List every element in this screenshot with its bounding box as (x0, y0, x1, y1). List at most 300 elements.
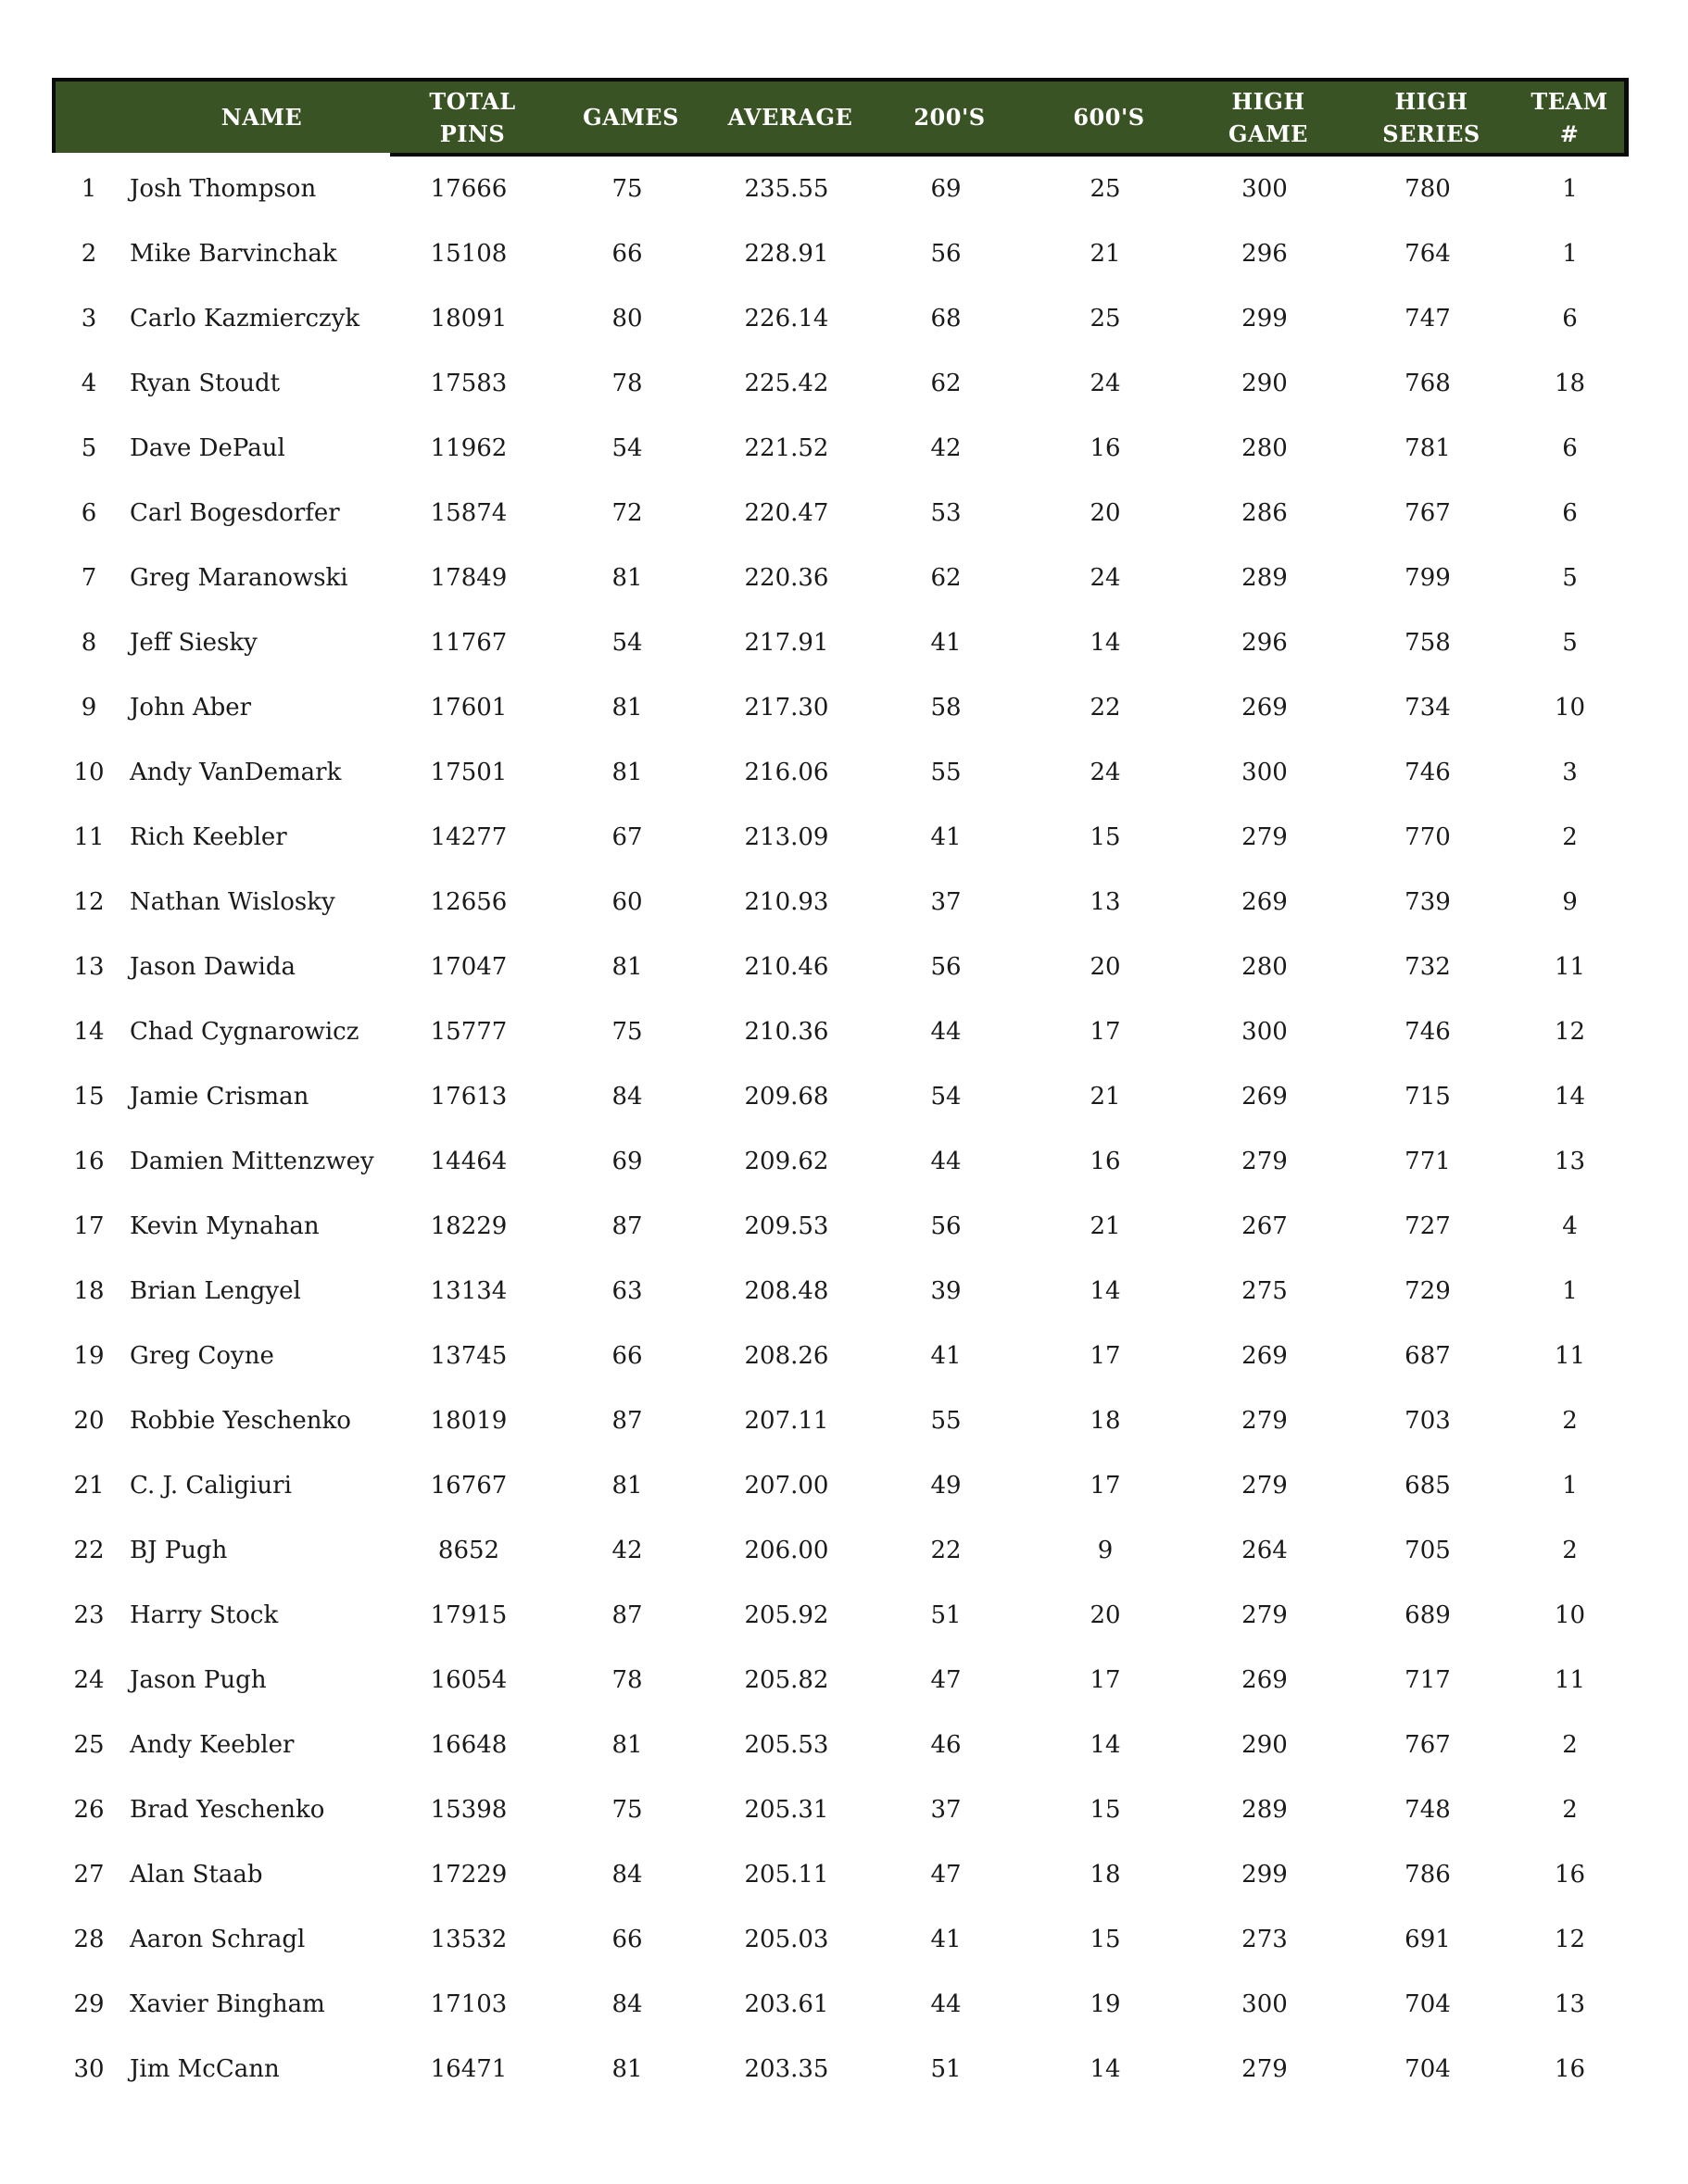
cell-high-game: 269 (1241, 1083, 1288, 1111)
header-high-game (1189, 82, 1348, 153)
cell-total-pins: 16767 (430, 1472, 508, 1500)
cell-high-game: 279 (1241, 1407, 1288, 1435)
header-name-label: NAME (220, 104, 303, 131)
cell-200s: 68 (930, 305, 962, 333)
cell-200s: 55 (930, 759, 962, 786)
cell-team-number: 16 (1554, 2055, 1586, 2083)
cell-games: 81 (611, 1731, 643, 1759)
cell-high-game: 279 (1241, 2055, 1288, 2083)
cell-total-pins: 17583 (430, 370, 508, 397)
cell-name: Jason Pugh (130, 1666, 267, 1694)
cell-name: Chad Cygnarowicz (130, 1018, 359, 1046)
cell-name: Brian Lengyel (130, 1277, 301, 1305)
cell-name: Alan Staab (130, 1861, 263, 1889)
header-200s-label: 200'S (913, 104, 986, 131)
cell-600s: 14 (1090, 629, 1121, 657)
cell-team-number: 14 (1554, 1083, 1586, 1111)
cell-200s: 56 (930, 953, 962, 981)
cell-600s: 24 (1090, 564, 1121, 592)
cell-games: 63 (611, 1277, 643, 1305)
cell-name: Jim McCann (130, 2055, 280, 2083)
cell-name: Rich Keebler (130, 823, 287, 851)
cell-average: 208.48 (744, 1277, 829, 1305)
cell-games: 42 (611, 1537, 643, 1564)
cell-team-number: 6 (1562, 434, 1578, 462)
cell-600s: 24 (1090, 759, 1121, 786)
cell-high-game: 280 (1241, 434, 1288, 462)
cell-rank: 1 (81, 175, 97, 203)
cell-name: Mike Barvinchak (130, 240, 337, 268)
cell-high-game: 279 (1241, 1148, 1288, 1175)
cell-average: 205.92 (744, 1601, 829, 1629)
cell-600s: 19 (1090, 1990, 1121, 2018)
table-row (52, 675, 1629, 740)
table-row (52, 1518, 1629, 1583)
cell-name: Jason Dawida (130, 953, 296, 981)
cell-200s: 47 (930, 1861, 962, 1889)
cell-high-series: 764 (1405, 240, 1451, 268)
cell-games: 72 (611, 499, 643, 527)
cell-average: 206.00 (744, 1537, 829, 1564)
cell-team-number: 16 (1554, 1861, 1586, 1889)
cell-high-series: 704 (1405, 1990, 1451, 2018)
cell-team-number: 3 (1562, 759, 1578, 786)
header-team-number-label: TEAM (1531, 87, 1608, 115)
cell-name: Nathan Wislosky (130, 888, 335, 916)
header-total-pins-label: PINS (439, 119, 506, 147)
cell-200s: 56 (930, 240, 962, 268)
cell-high-game: 275 (1241, 1277, 1288, 1305)
cell-200s: 51 (930, 1601, 962, 1629)
cell-rank: 17 (73, 1212, 105, 1240)
cell-games: 87 (611, 1212, 643, 1240)
cell-200s: 58 (930, 694, 962, 722)
cell-games: 81 (611, 564, 643, 592)
table-row (52, 1972, 1629, 2037)
cell-600s: 21 (1090, 1083, 1121, 1111)
cell-total-pins: 18019 (430, 1407, 508, 1435)
table-row (52, 1129, 1629, 1194)
cell-name: Kevin Mynahan (130, 1212, 320, 1240)
cell-rank: 20 (73, 1407, 105, 1435)
cell-high-series: 771 (1405, 1148, 1451, 1175)
cell-average: 221.52 (744, 434, 829, 462)
cell-total-pins: 17613 (430, 1083, 508, 1111)
cell-rank: 2 (81, 240, 97, 268)
cell-rank: 11 (73, 823, 105, 851)
table-row (52, 481, 1629, 546)
cell-rank: 16 (73, 1148, 105, 1175)
table-row (52, 221, 1629, 286)
header-high-series-label: HIGH (1394, 87, 1468, 115)
cell-total-pins: 17047 (430, 953, 508, 981)
cell-team-number: 2 (1562, 1537, 1578, 1564)
cell-total-pins: 17229 (430, 1861, 508, 1889)
cell-team-number: 18 (1554, 370, 1586, 397)
cell-team-number: 2 (1562, 1407, 1578, 1435)
cell-name: Josh Thompson (130, 175, 317, 203)
cell-average: 205.82 (744, 1666, 829, 1694)
table-row (52, 740, 1629, 805)
cell-high-game: 279 (1241, 823, 1288, 851)
cell-team-number: 12 (1554, 1018, 1586, 1046)
cell-average: 209.68 (744, 1083, 829, 1111)
cell-200s: 62 (930, 564, 962, 592)
cell-team-number: 6 (1562, 499, 1578, 527)
cell-team-number: 11 (1554, 953, 1586, 981)
table-row (52, 1064, 1629, 1129)
table-row (52, 286, 1629, 351)
cell-high-game: 264 (1241, 1537, 1288, 1564)
header-team-number (1515, 82, 1624, 153)
cell-rank: 6 (81, 499, 97, 527)
cell-high-game: 296 (1241, 629, 1288, 657)
cell-team-number: 6 (1562, 305, 1578, 333)
cell-team-number: 2 (1562, 1796, 1578, 1824)
cell-total-pins: 16054 (430, 1666, 508, 1694)
cell-games: 81 (611, 1472, 643, 1500)
cell-team-number: 5 (1562, 564, 1578, 592)
header-team-number-label: # (1559, 119, 1580, 147)
cell-rank: 12 (73, 888, 105, 916)
cell-games: 78 (611, 1666, 643, 1694)
cell-high-game: 300 (1241, 1990, 1288, 2018)
cell-average: 216.06 (744, 759, 829, 786)
cell-200s: 53 (930, 499, 962, 527)
cell-name: Greg Coyne (130, 1342, 274, 1370)
cell-team-number: 1 (1562, 1472, 1578, 1500)
cell-total-pins: 15398 (430, 1796, 508, 1824)
cell-high-series: 729 (1405, 1277, 1451, 1305)
header-games (551, 82, 711, 153)
cell-team-number: 1 (1562, 1277, 1578, 1305)
cell-team-number: 1 (1562, 175, 1578, 203)
cell-average: 205.31 (744, 1796, 829, 1824)
cell-average: 235.55 (744, 175, 829, 203)
cell-games: 87 (611, 1407, 643, 1435)
cell-rank: 13 (73, 953, 105, 981)
cell-total-pins: 11767 (430, 629, 508, 657)
cell-rank: 29 (73, 1990, 105, 2018)
cell-high-series: 691 (1405, 1926, 1451, 1953)
cell-total-pins: 17666 (430, 175, 508, 203)
table-row (52, 351, 1629, 416)
table-row (52, 1777, 1629, 1842)
cell-total-pins: 17601 (430, 694, 508, 722)
cell-name: Greg Maranowski (130, 564, 348, 592)
cell-team-number: 11 (1554, 1342, 1586, 1370)
cell-name: John Aber (130, 694, 252, 722)
cell-rank: 9 (81, 694, 97, 722)
cell-rank: 28 (73, 1926, 105, 1953)
cell-high-game: 290 (1241, 1731, 1288, 1759)
cell-total-pins: 17915 (430, 1601, 508, 1629)
cell-games: 75 (611, 1018, 643, 1046)
table-row (52, 999, 1629, 1064)
cell-200s: 54 (930, 1083, 962, 1111)
header-200s (870, 82, 1029, 153)
cell-high-game: 269 (1241, 694, 1288, 722)
cell-team-number: 13 (1554, 1148, 1586, 1175)
cell-average: 203.35 (744, 2055, 829, 2083)
cell-rank: 14 (73, 1018, 105, 1046)
table-row (52, 1907, 1629, 1972)
cell-games: 81 (611, 694, 643, 722)
cell-600s: 20 (1090, 499, 1121, 527)
cell-high-game: 269 (1241, 1342, 1288, 1370)
cell-team-number: 2 (1562, 823, 1578, 851)
cell-600s: 16 (1090, 1148, 1121, 1175)
cell-average: 205.03 (744, 1926, 829, 1953)
cell-games: 81 (611, 2055, 643, 2083)
cell-high-game: 299 (1241, 1861, 1288, 1889)
cell-high-game: 300 (1241, 175, 1288, 203)
cell-total-pins: 14277 (430, 823, 508, 851)
cell-total-pins: 15108 (430, 240, 508, 268)
cell-high-series: 747 (1405, 305, 1451, 333)
cell-rank: 22 (73, 1537, 105, 1564)
cell-rank: 30 (73, 2055, 105, 2083)
cell-name: Jamie Crisman (130, 1083, 309, 1111)
cell-high-series: 768 (1405, 370, 1451, 397)
table-row (52, 1713, 1629, 1777)
table-row (52, 610, 1629, 675)
cell-high-game: 273 (1241, 1926, 1288, 1953)
cell-average: 210.93 (744, 888, 829, 916)
cell-rank: 7 (81, 564, 97, 592)
cell-games: 84 (611, 1083, 643, 1111)
cell-rank: 23 (73, 1601, 105, 1629)
cell-average: 205.11 (744, 1861, 829, 1889)
cell-600s: 17 (1090, 1342, 1121, 1370)
cell-200s: 49 (930, 1472, 962, 1500)
cell-team-number: 10 (1554, 1601, 1586, 1629)
table-row (52, 935, 1629, 999)
cell-high-game: 279 (1241, 1601, 1288, 1629)
cell-games: 78 (611, 370, 643, 397)
cell-high-game: 269 (1241, 1666, 1288, 1694)
header-high-game-label: HIGH (1231, 87, 1305, 115)
cell-total-pins: 15777 (430, 1018, 508, 1046)
cell-600s: 16 (1090, 434, 1121, 462)
cell-total-pins: 13745 (430, 1342, 508, 1370)
cell-rank: 24 (73, 1666, 105, 1694)
cell-total-pins: 17501 (430, 759, 508, 786)
table-row (52, 1194, 1629, 1259)
cell-team-number: 10 (1554, 694, 1586, 722)
cell-200s: 47 (930, 1666, 962, 1694)
cell-high-game: 290 (1241, 370, 1288, 397)
cell-team-number: 13 (1554, 1990, 1586, 2018)
cell-average: 207.11 (744, 1407, 829, 1435)
cell-600s: 15 (1090, 1926, 1121, 1953)
table-row (52, 1259, 1629, 1324)
cell-name: Aaron Schragl (130, 1926, 306, 1953)
cell-high-game: 289 (1241, 1796, 1288, 1824)
cell-games: 87 (611, 1601, 643, 1629)
cell-games: 60 (611, 888, 643, 916)
cell-rank: 21 (73, 1472, 105, 1500)
header-games-label: GAMES (583, 104, 679, 131)
cell-games: 80 (611, 305, 643, 333)
cell-high-series: 770 (1405, 823, 1451, 851)
header-total-pins (394, 82, 551, 153)
cell-team-number: 9 (1562, 888, 1578, 916)
header-average-label: AVERAGE (727, 104, 853, 131)
header-average (711, 82, 870, 153)
cell-games: 67 (611, 823, 643, 851)
cell-600s: 9 (1097, 1537, 1114, 1564)
cell-high-game: 269 (1241, 888, 1288, 916)
cell-name: Xavier Bingham (130, 1990, 325, 2018)
cell-average: 208.26 (744, 1342, 829, 1370)
cell-high-series: 799 (1405, 564, 1451, 592)
cell-games: 75 (611, 1796, 643, 1824)
header-high-game-label: GAME (1228, 119, 1308, 147)
cell-600s: 25 (1090, 175, 1121, 203)
cell-high-series: 732 (1405, 953, 1451, 981)
cell-high-series: 715 (1405, 1083, 1451, 1111)
cell-high-series: 687 (1405, 1342, 1451, 1370)
cell-team-number: 5 (1562, 629, 1578, 657)
table-row (52, 546, 1629, 610)
cell-600s: 18 (1090, 1407, 1121, 1435)
cell-200s: 44 (930, 1148, 962, 1175)
cell-name: Jeff Siesky (130, 629, 258, 657)
cell-600s: 20 (1090, 1601, 1121, 1629)
cell-200s: 51 (930, 2055, 962, 2083)
cell-name: C. J. Caligiuri (130, 1472, 292, 1500)
table-row (52, 1324, 1629, 1388)
cell-high-series: 685 (1405, 1472, 1451, 1500)
cell-high-series: 746 (1405, 1018, 1451, 1046)
header-high-series (1348, 82, 1515, 153)
cell-high-series: 717 (1405, 1666, 1451, 1694)
cell-rank: 18 (73, 1277, 105, 1305)
cell-rank: 19 (73, 1342, 105, 1370)
cell-games: 84 (611, 1990, 643, 2018)
header-rank (56, 82, 130, 153)
cell-600s: 14 (1090, 1277, 1121, 1305)
cell-200s: 41 (930, 629, 962, 657)
table-row (52, 1453, 1629, 1518)
table-row (52, 2037, 1629, 2102)
table-row (52, 1388, 1629, 1453)
cell-high-game: 267 (1241, 1212, 1288, 1240)
table-row (52, 416, 1629, 481)
cell-average: 225.42 (744, 370, 829, 397)
cell-rank: 5 (81, 434, 97, 462)
cell-name: Damien Mittenzwey (130, 1148, 374, 1175)
cell-200s: 69 (930, 175, 962, 203)
cell-600s: 15 (1090, 1796, 1121, 1824)
cell-high-game: 286 (1241, 499, 1288, 527)
cell-total-pins: 17849 (430, 564, 508, 592)
cell-rank: 15 (73, 1083, 105, 1111)
cell-name: Robbie Yeschenko (130, 1407, 351, 1435)
header-total-pins-label: TOTAL (429, 87, 516, 115)
cell-average: 203.61 (744, 1990, 829, 2018)
cell-total-pins: 16471 (430, 2055, 508, 2083)
cell-200s: 44 (930, 1990, 962, 2018)
cell-name: Carl Bogesdorfer (130, 499, 340, 527)
cell-600s: 17 (1090, 1472, 1121, 1500)
cell-600s: 14 (1090, 1731, 1121, 1759)
cell-name: BJ Pugh (130, 1537, 228, 1564)
cell-600s: 20 (1090, 953, 1121, 981)
cell-name: Harry Stock (130, 1601, 279, 1629)
cell-200s: 41 (930, 1342, 962, 1370)
cell-name: Ryan Stoudt (130, 370, 281, 397)
cell-rank: 4 (81, 370, 97, 397)
cell-games: 54 (611, 434, 643, 462)
cell-total-pins: 13532 (430, 1926, 508, 1953)
cell-600s: 24 (1090, 370, 1121, 397)
cell-name: Brad Yeschenko (130, 1796, 325, 1824)
cell-total-pins: 11962 (430, 434, 508, 462)
cell-high-series: 739 (1405, 888, 1451, 916)
cell-rank: 3 (81, 305, 97, 333)
cell-200s: 37 (930, 1796, 962, 1824)
cell-games: 54 (611, 629, 643, 657)
cell-average: 226.14 (744, 305, 829, 333)
cell-200s: 44 (930, 1018, 962, 1046)
cell-games: 66 (611, 1342, 643, 1370)
cell-team-number: 1 (1562, 240, 1578, 268)
cell-average: 213.09 (744, 823, 829, 851)
cell-high-game: 299 (1241, 305, 1288, 333)
cell-600s: 21 (1090, 1212, 1121, 1240)
cell-games: 66 (611, 240, 643, 268)
cell-name: Carlo Kazmierczyk (130, 305, 360, 333)
cell-games: 81 (611, 953, 643, 981)
cell-high-game: 300 (1241, 1018, 1288, 1046)
header-600s-label: 600'S (1073, 104, 1145, 131)
cell-games: 66 (611, 1926, 643, 1953)
cell-high-series: 767 (1405, 1731, 1451, 1759)
cell-200s: 41 (930, 823, 962, 851)
cell-team-number: 11 (1554, 1666, 1586, 1694)
cell-rank: 10 (73, 759, 105, 786)
table-row (52, 1842, 1629, 1907)
cell-high-series: 786 (1405, 1861, 1451, 1889)
cell-games: 75 (611, 175, 643, 203)
cell-200s: 37 (930, 888, 962, 916)
header-high-series-label: SERIES (1382, 119, 1480, 147)
cell-600s: 13 (1090, 888, 1121, 916)
cell-600s: 22 (1090, 694, 1121, 722)
cell-average: 209.53 (744, 1212, 829, 1240)
cell-total-pins: 18229 (430, 1212, 508, 1240)
table-header-row (52, 78, 1629, 153)
cell-high-series: 689 (1405, 1601, 1451, 1629)
cell-high-game: 296 (1241, 240, 1288, 268)
cell-high-series: 780 (1405, 175, 1451, 203)
cell-average: 217.91 (744, 629, 829, 657)
table-row (52, 1648, 1629, 1713)
cell-average: 210.36 (744, 1018, 829, 1046)
header-600s (1029, 82, 1189, 153)
cell-total-pins: 16648 (430, 1731, 508, 1759)
cell-total-pins: 13134 (430, 1277, 508, 1305)
header-name (130, 82, 394, 153)
cell-600s: 17 (1090, 1666, 1121, 1694)
cell-high-series: 704 (1405, 2055, 1451, 2083)
cell-200s: 62 (930, 370, 962, 397)
table-row (52, 1583, 1629, 1648)
cell-games: 81 (611, 759, 643, 786)
cell-600s: 17 (1090, 1018, 1121, 1046)
